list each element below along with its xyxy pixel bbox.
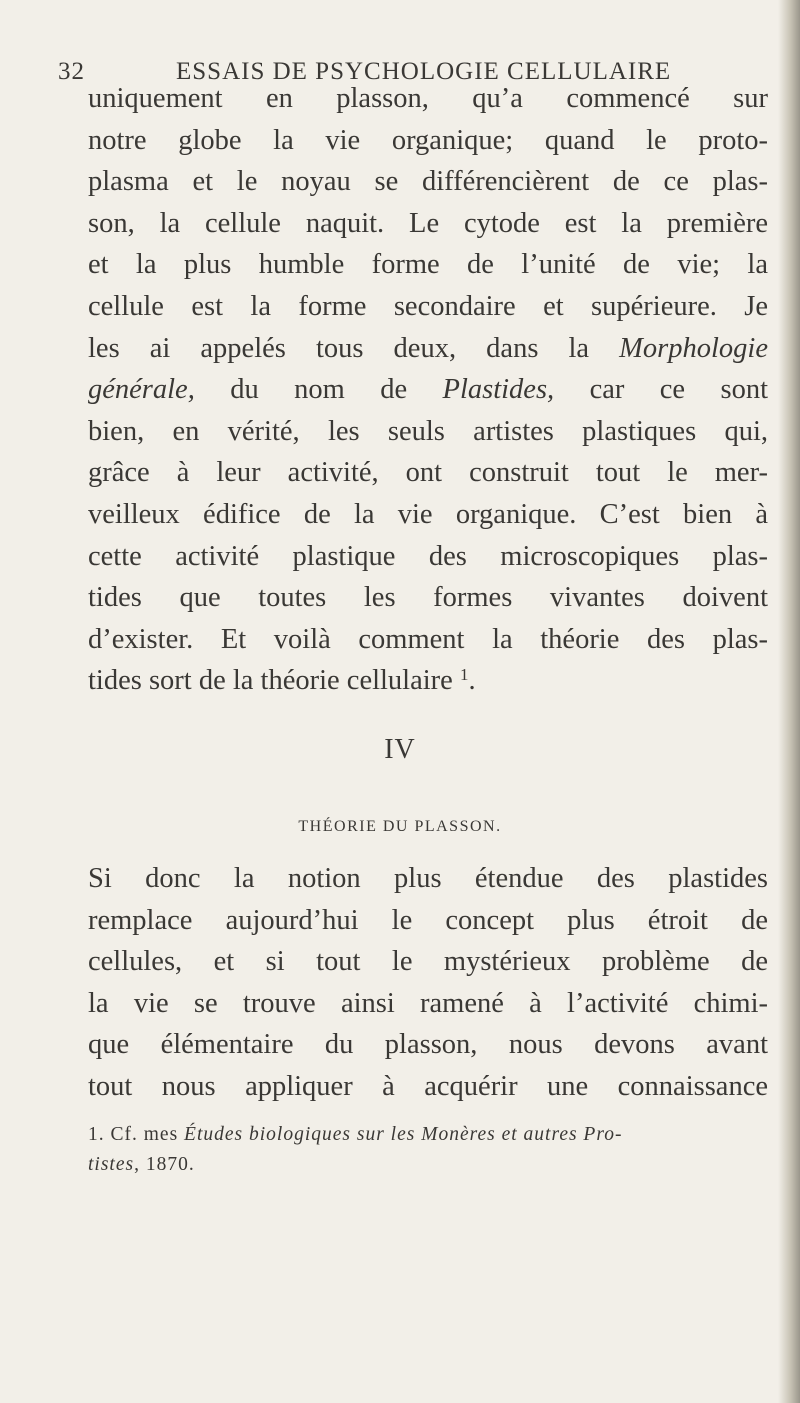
footnote-italic-title: Études biologiques sur les Monères et autres Pro- bbox=[184, 1124, 623, 1145]
text-line: la vie se trouve ainsi ramené à l’activité chimi- bbox=[88, 987, 768, 1019]
text-line: notre globe la vie organique; quand le proto- bbox=[88, 124, 768, 156]
text-line: cellule est la forme secondaire et supérieure. Je bbox=[88, 290, 768, 322]
paragraph-1 bbox=[88, 78, 768, 702]
text-line: son, la cellule naquit. Le cytode est la première bbox=[88, 207, 768, 239]
footnote-text: Cf. mes bbox=[110, 1124, 185, 1145]
text-line: veilleux édifice de la vie organique. C’est bien à bbox=[88, 498, 768, 530]
text-segment: du nom de bbox=[194, 374, 443, 406]
text-line: cette activité plastique des microscopiques plas- bbox=[88, 540, 768, 572]
text-line: tides que toutes les formes vivantes doivent bbox=[88, 582, 768, 614]
footnote-line bbox=[88, 1150, 768, 1180]
text-segment: les ai appelés tous deux, dans la bbox=[88, 332, 620, 364]
text-line: cellules, et si tout le mystérieux problème de bbox=[88, 946, 768, 978]
text-line bbox=[88, 660, 768, 702]
text-line bbox=[88, 328, 768, 370]
italic-term-morphologie: Morphologie bbox=[619, 332, 768, 364]
text-line: grâce à leur activité, ont construit tout le mer- bbox=[88, 457, 768, 489]
text-segment: tides sort de la théorie cellulaire bbox=[88, 665, 453, 697]
text-line: et la plus humble forme de l’unité de vie; la bbox=[88, 249, 768, 281]
text-line: bien, en vérité, les seuls artistes plastiques qui, bbox=[88, 415, 768, 447]
text-line: Si donc la notion plus étendue des plastides bbox=[88, 863, 768, 894]
text-segment: . bbox=[468, 665, 476, 697]
section-title: THÉORIE DU PLASSON. bbox=[298, 818, 502, 835]
paragraph-2 bbox=[88, 858, 768, 1108]
section-number: IV bbox=[384, 734, 416, 765]
text-line: tout nous appliquer à acquérir une connaissance bbox=[88, 1070, 768, 1102]
footnote-reference[interactable]: 1 bbox=[459, 665, 469, 685]
italic-term-generale: générale, bbox=[88, 374, 195, 406]
text-line bbox=[88, 369, 768, 411]
text-line: que élémentaire du plasson, nous devons avant bbox=[88, 1029, 768, 1061]
text-line: d’exister. Et voilà comment la théorie des plas- bbox=[88, 623, 768, 655]
text-line: plasma et le noyau se différencièrent de ce plas- bbox=[88, 166, 768, 198]
footnote-marker: 1. bbox=[88, 1124, 105, 1145]
page-edge-shadow bbox=[778, 0, 800, 1403]
footnote-italic-title: tistes bbox=[88, 1154, 135, 1175]
text-segment: car ce sont bbox=[554, 374, 768, 406]
text-line: uniquement en plasson, qu’a commencé sur bbox=[88, 83, 768, 114]
page-number: 32 bbox=[58, 58, 85, 85]
italic-term-plastides: Plastides, bbox=[442, 374, 555, 406]
footnote-text: , 1870. bbox=[134, 1154, 195, 1175]
footnote bbox=[88, 1120, 768, 1180]
running-head-title: ESSAIS DE PSYCHOLOGIE CELLULAIRE bbox=[176, 58, 672, 85]
footnote-line bbox=[88, 1120, 768, 1150]
text-line: remplace aujourd’hui le concept plus étroit de bbox=[88, 904, 768, 936]
